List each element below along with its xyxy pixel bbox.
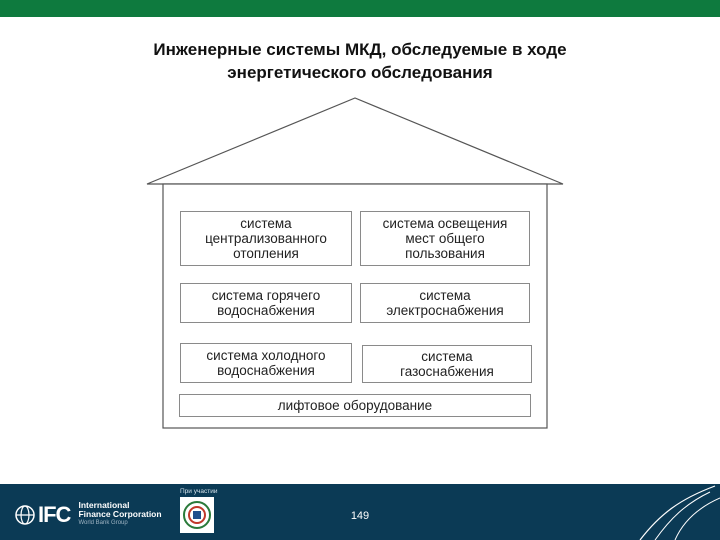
system-lighting-box (360, 211, 530, 266)
decorative-swoosh-icon (620, 484, 720, 540)
partner-emblem-icon (180, 497, 214, 533)
system-elevator-box (179, 394, 531, 417)
system-hot-water-box (180, 283, 352, 323)
system-gas-label: система газоснабжения (400, 349, 494, 379)
title-line-1: Инженерные системы МКД, обследуемые в ходе (153, 40, 567, 59)
system-hot-water-label: система горячего водоснабжения (211, 288, 321, 318)
system-elevator-label: лифтовое оборудование (277, 398, 433, 413)
system-heating-label: система централизованного отопления (205, 216, 327, 261)
footer-bar (0, 484, 720, 540)
system-cold-water-label: система холодного водоснабжения (206, 348, 326, 378)
ifc-logo-letters: IFC (38, 501, 71, 527)
ifc-name-line-1: International (78, 500, 130, 510)
ifc-logo-name (78, 501, 161, 528)
title-line-2: энергетического обследования (227, 63, 493, 82)
system-gas-box (362, 345, 532, 383)
system-cold-water-box (180, 343, 352, 383)
house-roof (147, 98, 563, 184)
page-number: 149 (350, 510, 370, 522)
system-heating-box (180, 211, 352, 266)
system-electricity-box (360, 283, 530, 323)
ifc-name-line-2: Finance Corporation (78, 509, 162, 519)
globe-icon (14, 504, 36, 526)
system-electricity-label: система электроснабжения (386, 288, 504, 318)
system-lighting-label: система освещения мест общего пользования (382, 216, 508, 261)
partner-label: При участии (180, 488, 218, 495)
partner-logo (180, 497, 214, 533)
ifc-logo (14, 501, 162, 528)
ifc-name-line-3: World Bank Group (78, 520, 128, 526)
